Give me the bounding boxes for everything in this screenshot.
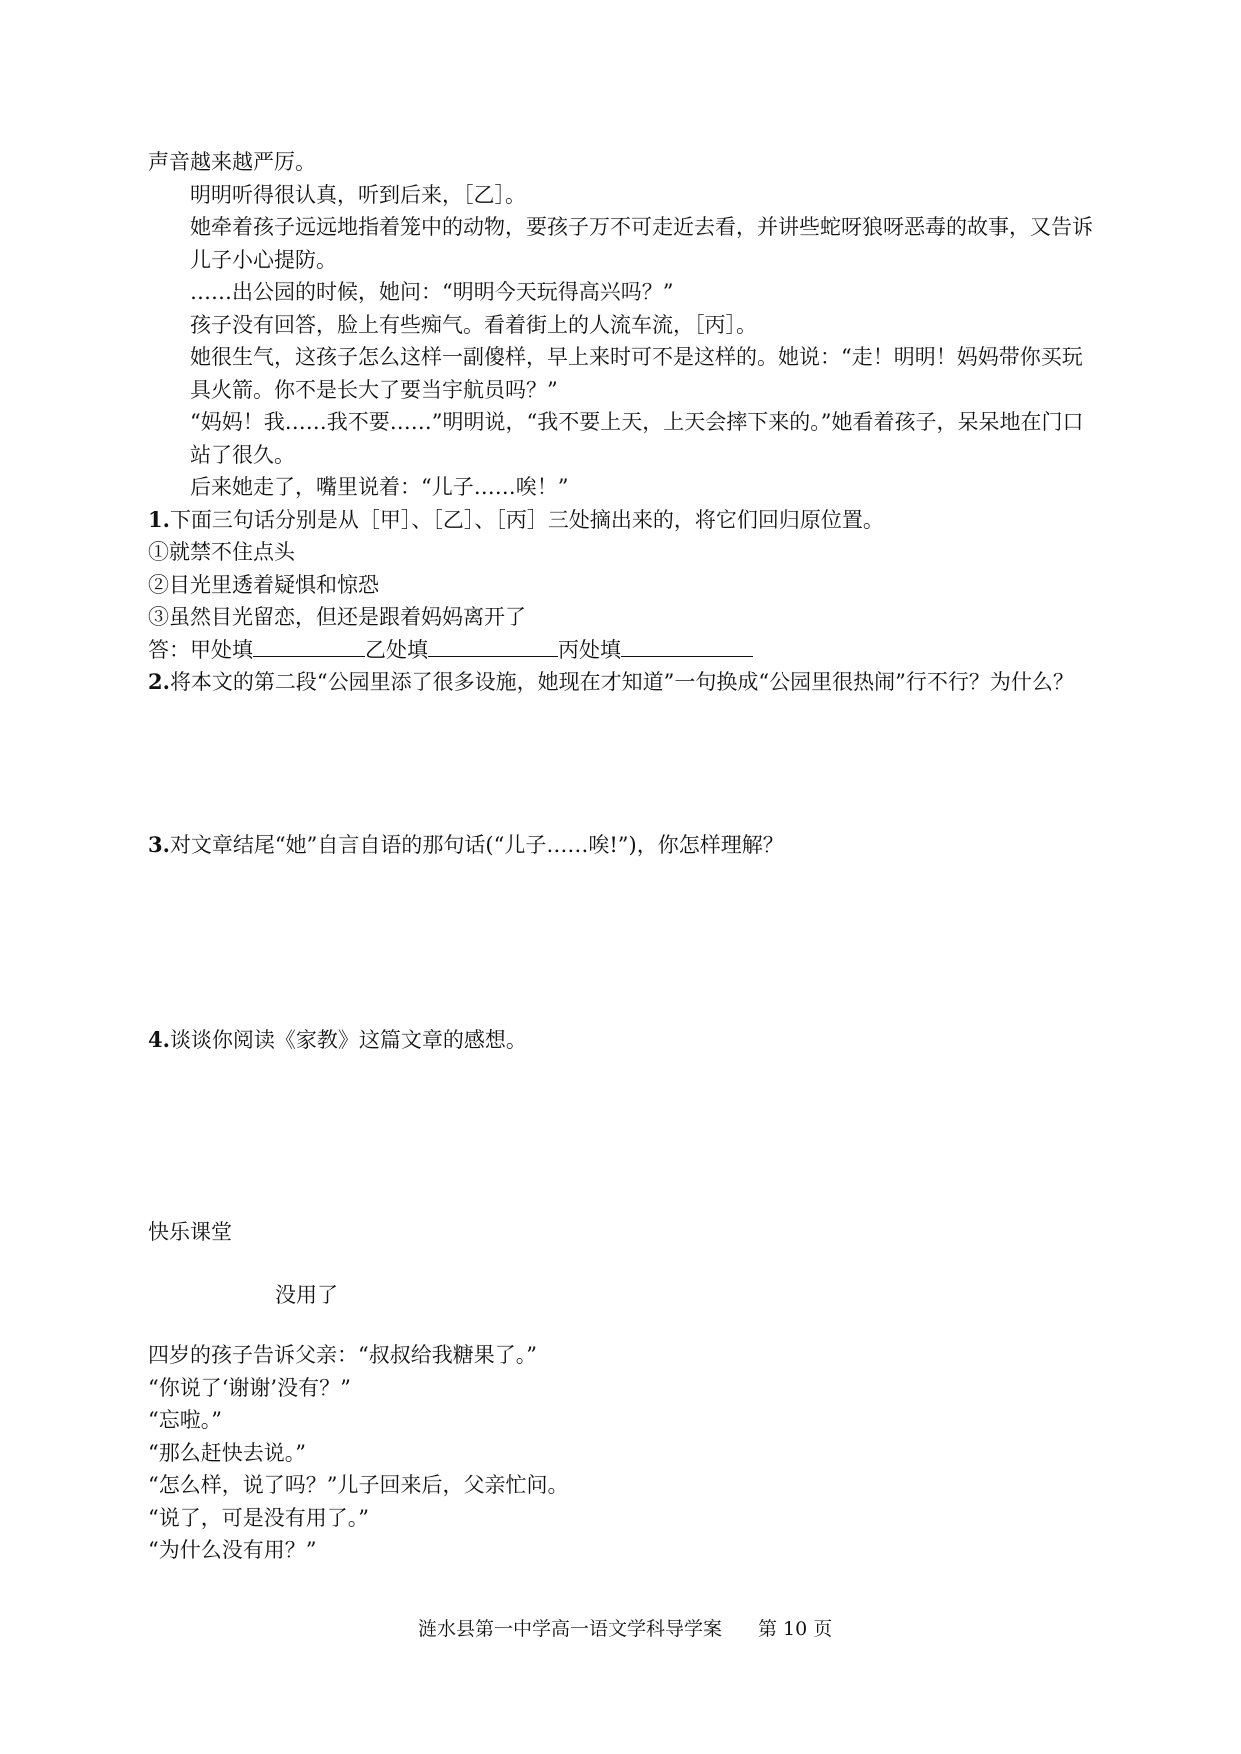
question-number: 3. (148, 832, 170, 857)
question-3 (148, 829, 1098, 862)
passage-line: 声音越来越严厉。 (148, 150, 316, 174)
question-text: 对文章结尾“她”自言自语的那句话(“儿子……唉!”)，你怎样理解？ (169, 833, 784, 857)
answer-label-a: 答：甲处填 (148, 637, 253, 662)
page-footer (418, 1614, 832, 1641)
story-body (148, 1339, 1098, 1567)
answer-blank-b[interactable] (428, 636, 558, 657)
section-heading: 快乐课堂 (148, 1220, 232, 1244)
answer-label-c: 丙处填 (558, 637, 621, 662)
passage-paragraph: 她很生气，这孩子怎么这样一副傻样，早上来时可不是这样的。她说：“走！明明！妈妈带你买玩具火箭。你不是长大了要当宇航员吗？” (190, 345, 1083, 402)
page-number: 第 10 页 (758, 1618, 833, 1640)
answer-line (148, 634, 1098, 667)
question-text: 下面三句话分别是从［甲］、［乙］、［丙］三处摘出来的，将它们回归原位置。 (169, 507, 884, 532)
option-3: ③虽然目光留恋，但还是跟着妈妈离开了 (148, 605, 526, 629)
dialogue-line: “怎么样，说了吗？”儿子回来后，父亲忙问。 (148, 1473, 569, 1497)
passage-line: 后来她走了，嘴里说着：“儿子……唉！” (190, 475, 569, 499)
answer-blank-a[interactable] (253, 636, 365, 657)
question-4 (148, 1024, 1098, 1057)
answer-blank-c[interactable] (621, 636, 753, 657)
dialogue-line: “你说了‘谢谢’没有？” (148, 1375, 351, 1400)
footer-school: 涟水县第一中学高一语文学科导学案 (418, 1618, 723, 1640)
dialogue-line: “为什么没有用？” (148, 1538, 317, 1562)
passage-paragraph: “妈妈！我……我不要……”明明说，“我不要上天，上天会摔下来的。”她看着孩子，呆呆地在门口站了很久。 (190, 410, 1084, 467)
story-title: 没用了 (275, 1283, 338, 1307)
passage-line: 孩子没有回答，脸上有些痴气。看着街上的人流车流，［丙］。 (190, 312, 757, 337)
dialogue-line: “那么赶快去说。” (148, 1440, 306, 1465)
question-text: 谈谈你阅读《家教》这篇文章的感想。 (169, 1028, 527, 1052)
dialogue-line: 四岁的孩子告诉父亲：“叔叔给我糖果了。” (148, 1343, 537, 1367)
document-body (148, 146, 1098, 699)
passage-line: 明明听得很认真，听到后来，［乙］。 (190, 182, 526, 207)
dialogue-line: “忘啦。” (148, 1408, 222, 1432)
passage-paragraph: 她牵着孩子远远地指着笼中的动物，要孩子万不可走近去看，并讲些蛇呀狼呀恶毒的故事，又告诉儿子小心提防。 (190, 215, 1093, 272)
passage-line: ……出公园的时候，她问：“明明今天玩得高兴吗？” (190, 280, 674, 304)
question-number: 1. (148, 506, 170, 532)
option-1: ①就禁不住点头 (148, 540, 295, 564)
question-2 (148, 666, 1098, 699)
dialogue-line: “说了，可是没有用了。” (148, 1505, 369, 1530)
question-number: 4. (148, 1027, 170, 1052)
question-1 (148, 504, 1098, 537)
question-number: 2. (148, 669, 170, 694)
answer-label-b: 乙处填 (365, 637, 428, 662)
option-2: ②目光里透着疑惧和惊恐 (148, 572, 379, 597)
question-text: 将本文的第二段“公园里添了很多设施，她现在才知道”一句换成“公园里很热闹”行不行？为什么？ (169, 670, 1074, 694)
